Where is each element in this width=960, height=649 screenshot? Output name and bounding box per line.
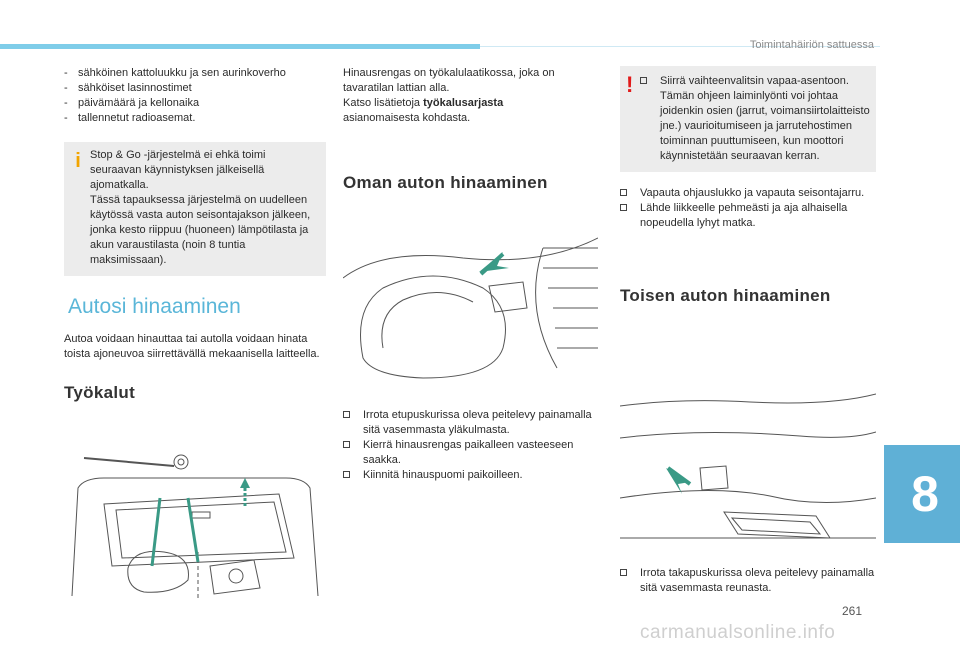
- section-title: Toimintahäiriön sattuessa: [749, 39, 874, 51]
- column-middle: [343, 66, 593, 194]
- watermark: carmanualsonline.info: [640, 622, 836, 643]
- rear-bumper-illustration: [620, 388, 876, 553]
- list-item: Lähde liikkeelle pehmeästi ja aja alhaisella nopeudella lyhyt matka.: [620, 201, 876, 231]
- tools-heading: Työkalut: [64, 383, 136, 402]
- see-also-suffix: asianomaisesta kohdasta.: [343, 112, 471, 124]
- note-line: Stop & Go -järjestelmä ei ehkä toimi seuraavan käynnistyksen jälkeisellä ajomatkalla.: [90, 149, 266, 191]
- tow-ring-location: Hinausrengas on työkalulaatikossa, joka on tavaratilan lattian alla.: [343, 67, 555, 94]
- list-item: - sähköinen kattoluukku ja sen aurinkoverho: [64, 66, 326, 81]
- list-item: - tallennetut radioasemat.: [64, 111, 326, 126]
- chapter-heading: Autosi hinaaminen: [68, 295, 241, 318]
- list-item: Kiinnitä hinauspuomi paikoilleen.: [343, 468, 593, 483]
- info-note: [64, 142, 326, 276]
- own-car-heading: Oman auton hinaaminen: [343, 173, 548, 192]
- other-car-steps: [620, 566, 876, 596]
- own-car-release-steps: [620, 186, 876, 231]
- column-right: [620, 66, 876, 307]
- header-accent-bar: [0, 44, 480, 49]
- info-icon: i: [75, 150, 81, 172]
- list-item: Irrota etupuskurissa oleva peitelevy painamalla sitä vasemmasta yläkulmasta.: [343, 408, 593, 438]
- warning-icon: !: [626, 72, 634, 97]
- front-bumper-illustration: [343, 228, 598, 393]
- warning-note: [620, 66, 876, 172]
- list-item: - päivämäärä ja kellonaika: [64, 96, 326, 111]
- up-arrow-icon: [240, 478, 250, 488]
- list-item: Irrota takapuskurissa oleva peitelevy painamalla sitä vasemmasta reunasta.: [620, 566, 876, 596]
- see-also-link: työkalusarjasta: [423, 97, 504, 109]
- trunk-tools-illustration: [64, 448, 326, 598]
- chapter-tab: 8: [884, 445, 960, 543]
- own-car-steps: [343, 408, 593, 483]
- see-also: Katso lisätietoja työkalusarjasta: [343, 97, 504, 109]
- towing-intro: Autoa voidaan hinauttaa tai autolla voidaan hinata toista ajoneuvoa siirrettävällä mekaanisella laitteella.: [64, 333, 320, 360]
- note-line: Tässä tapauksessa järjestelmä on uudelleen käytössä vasta auton seisontajakson jälkeen, jonka kesto riippuu (huoneen) lämpötilasta ja akun varaustilasta (noin 8 tuntia maksimissaan).: [90, 194, 311, 266]
- list-item: Kierrä hinausrengas paikalleen vasteeseen saakka.: [343, 438, 593, 468]
- other-car-heading: Toisen auton hinaaminen: [620, 286, 831, 305]
- reset-list: [64, 66, 326, 126]
- list-item: - sähköiset lasinnostimet: [64, 81, 326, 96]
- page-number: 261: [842, 604, 863, 618]
- list-item: Vapauta ohjauslukko ja vapauta seisontajarru.: [620, 186, 876, 201]
- warning-text: Siirrä vaihteenvalitsin vapaa-asentoon. Tämän ohjeen laiminlyönti voi johtaa joidenkin osien (jarrut, voimansiirtolaitteisto jne.) vaurioitumiseen ja jarrutehostimen toiminnan puuttumiseen, kun moottori käynnistetään seuraavan kerran.: [640, 74, 870, 164]
- column-left: [64, 66, 326, 404]
